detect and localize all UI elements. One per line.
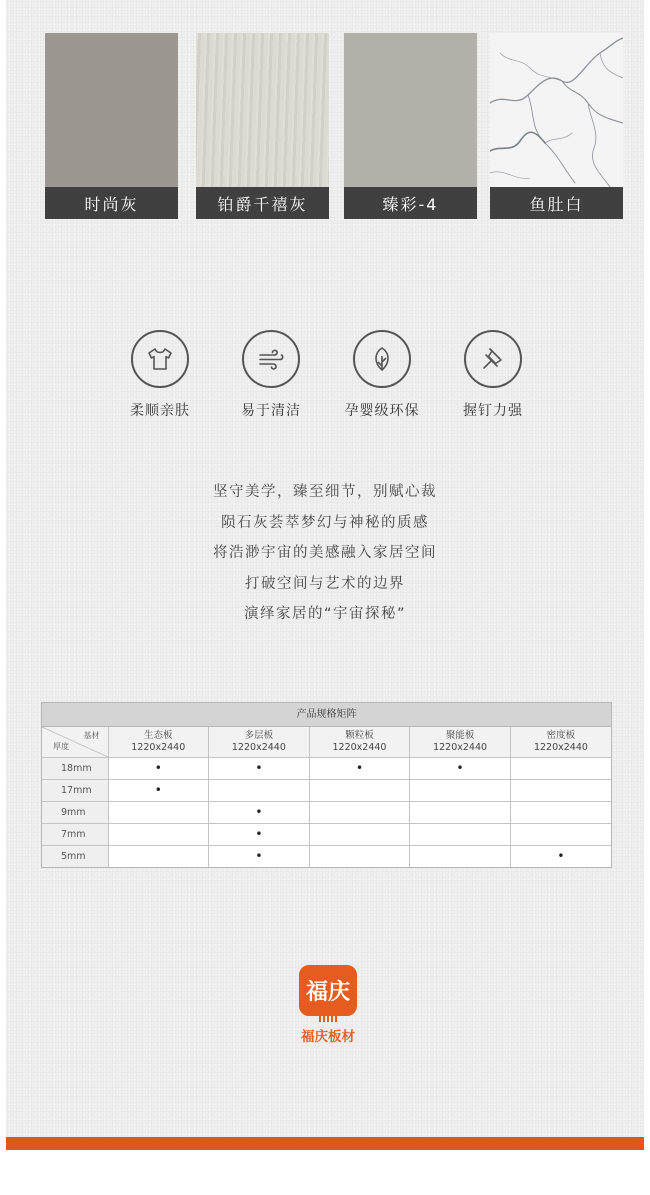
wind-icon (242, 330, 300, 388)
table-cell: • (209, 757, 310, 779)
table-cell (309, 801, 410, 823)
swatch-2[interactable] (196, 33, 329, 219)
table-cell (510, 757, 611, 779)
table-row (42, 779, 611, 801)
swatch-texture (344, 33, 477, 187)
row-thickness: 5mm (42, 845, 108, 867)
feature-soft (110, 330, 210, 420)
feature-label: 握钉力强 (463, 403, 523, 419)
swatch-label: 铂爵千禧灰 (196, 187, 329, 219)
spec-matrix-table (41, 702, 612, 868)
table-cell: • (108, 779, 209, 801)
table-cell: • (209, 801, 310, 823)
table-row (42, 757, 611, 779)
column-header (410, 727, 511, 757)
tagline-line: 演绎家居的“宇宙探秘” (243, 606, 407, 622)
tagline-line: 打破空间与艺术的边界 (245, 575, 405, 592)
column-name: 生态板 (144, 729, 173, 741)
column-size: 1220x2440 (533, 741, 588, 753)
feature-eco (332, 330, 432, 420)
table-cell (309, 779, 410, 801)
pushpin-icon (464, 330, 522, 388)
swatch-label: 臻彩-4 (344, 187, 477, 219)
table-cell (209, 779, 310, 801)
tagline-line: 坚守美学，臻至细节，别赋心裁 (213, 484, 437, 500)
table-cell: • (510, 845, 611, 867)
swatch-4[interactable] (490, 33, 623, 219)
column-name: 颗粒板 (345, 729, 374, 741)
corner-label-material: 基材 (83, 731, 100, 740)
table-cell (108, 845, 209, 867)
table-corner-header (42, 727, 108, 757)
column-size: 1220x2440 (231, 741, 286, 753)
table-row (42, 801, 611, 823)
feature-label: 易于清洁 (241, 403, 301, 419)
swatch-texture (196, 33, 329, 187)
column-header (309, 727, 410, 757)
swatch-3[interactable] (344, 33, 477, 219)
leaf-icon (353, 330, 411, 388)
table-cell: • (410, 757, 511, 779)
table-cell (108, 823, 209, 845)
table-cell (309, 845, 410, 867)
table-cell (410, 779, 511, 801)
table-cell (309, 823, 410, 845)
table-cell: • (309, 757, 410, 779)
tagline-line: 陨石灰荟萃梦幻与神秘的质感 (221, 514, 429, 531)
column-size: 1220x2440 (131, 741, 186, 753)
column-header (209, 727, 310, 757)
tshirt-icon (131, 330, 189, 388)
column-size: 1220x2440 (433, 741, 488, 753)
table-cell (410, 845, 511, 867)
table-row (42, 845, 611, 867)
swatch-label: 鱼肚白 (490, 187, 623, 219)
column-size: 1220x2440 (332, 741, 387, 753)
swatch-label: 时尚灰 (45, 187, 178, 219)
brand-logo[interactable] (293, 965, 363, 1045)
table-row (42, 823, 611, 845)
row-thickness: 9mm (42, 801, 108, 823)
logo-brand-name: 福庆板材 (301, 1029, 355, 1045)
feature-label: 孕婴级环保 (344, 403, 420, 419)
table-cell: • (209, 823, 310, 845)
table-cell: • (108, 757, 209, 779)
table-cell (410, 823, 511, 845)
feature-clean (221, 330, 321, 420)
corner-label-thickness: 厚度 (53, 741, 69, 751)
table-cell: • (209, 845, 310, 867)
swatch-texture-marble (490, 33, 623, 187)
table-cell (410, 801, 511, 823)
feature-nail (443, 330, 543, 420)
column-name: 多层板 (244, 729, 274, 741)
row-thickness: 18mm (42, 757, 108, 779)
row-thickness: 7mm (42, 823, 108, 845)
table-cell (510, 779, 611, 801)
column-header (108, 727, 209, 757)
table-cell (510, 823, 611, 845)
footer-accent-bar (6, 1137, 644, 1150)
table-cell (510, 801, 611, 823)
column-name: 密度板 (546, 729, 576, 741)
column-name: 聚能板 (445, 729, 475, 741)
table-title: 产品规格矩阵 (42, 703, 611, 727)
swatch-1[interactable] (45, 33, 178, 219)
swatch-texture (45, 33, 178, 187)
column-header (510, 727, 611, 757)
row-thickness: 17mm (42, 779, 108, 801)
feature-label: 柔顺亲肤 (130, 403, 190, 419)
tagline-line: 将浩渺宇宙的美感融入家居空间 (213, 545, 437, 561)
logo-mark: 福庆 (299, 965, 357, 1016)
tagline-text (0, 481, 650, 634)
table-cell (108, 801, 209, 823)
